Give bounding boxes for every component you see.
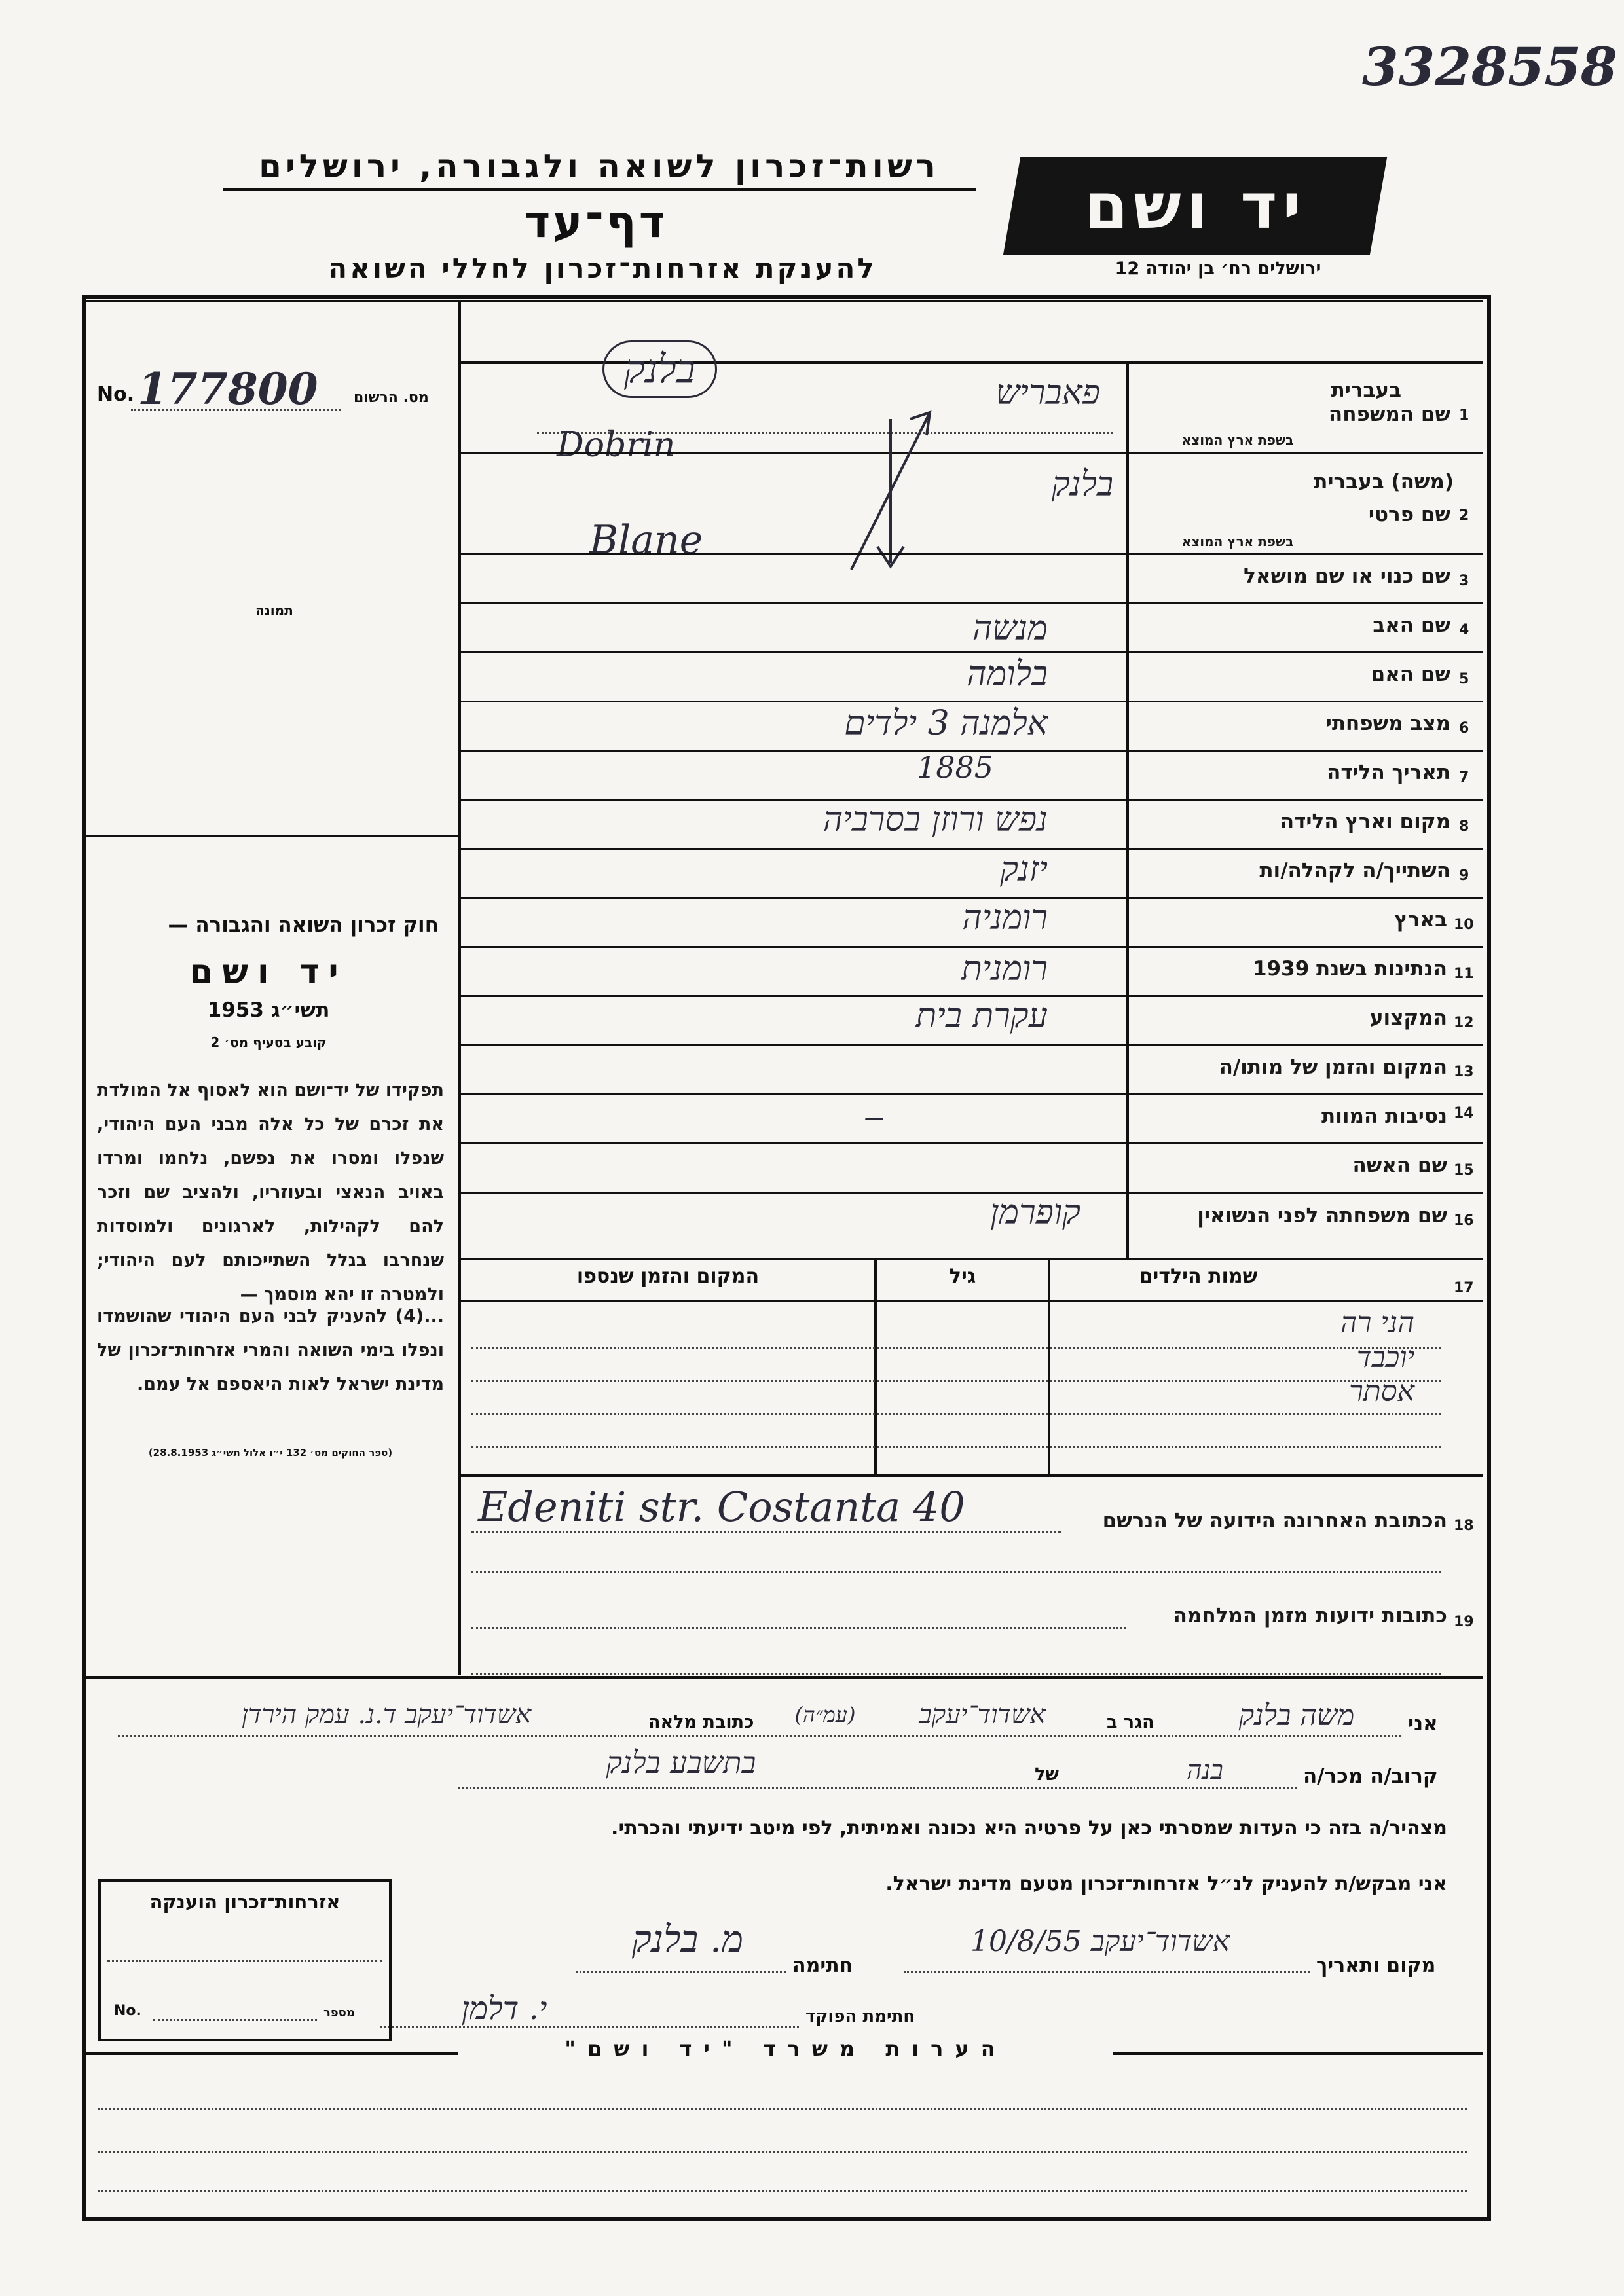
row-number-3: 3 <box>1459 573 1469 589</box>
decl-of: של <box>1035 1764 1059 1785</box>
label-birth-place: מקום וארץ הלידה <box>1280 810 1450 833</box>
value-first-name-hebrew: בלנק <box>1051 465 1113 504</box>
photo-label: תמונה <box>255 602 293 618</box>
decl-lives-in: הגר ב <box>1107 1712 1154 1732</box>
label-death-circumstances: נסיבות המוות <box>1321 1104 1447 1128</box>
signature-label: חתימה <box>792 1954 853 1977</box>
children-header-age: גיל <box>949 1265 976 1288</box>
decl-city-note: (עמ״ה) <box>794 1702 856 1727</box>
label-profession: המקצוע <box>1369 1006 1447 1030</box>
citizenship-granted-box <box>98 1879 392 2041</box>
registration-number: 177800 <box>138 363 318 414</box>
label-last-name: שם המשפחה <box>1328 403 1450 426</box>
logo-address: ירושלים רח׳ בן יהודה 12 <box>1115 259 1321 279</box>
officer-label: חתימת הפוקד <box>805 2007 915 2026</box>
decl-relation-label: קרוב/ה מכר/ה <box>1303 1764 1438 1788</box>
row-number-19: 19 <box>1454 1614 1474 1630</box>
children-header-names: שמות הילדים <box>1139 1265 1258 1288</box>
value-birth-date: 1885 <box>917 750 994 785</box>
row-number-14: 14 <box>1454 1105 1474 1121</box>
correction-arrow-icon <box>838 399 943 576</box>
value-last-address: Edeniti str. Costanta 40 <box>478 1483 965 1531</box>
label-wartime-address: כתובות ידועות מזמן המלחמה <box>1173 1604 1447 1628</box>
row-number-9: 9 <box>1459 867 1469 884</box>
decl-request: אני מבקש/ת להעניק לנ״ל אזרחות־זכרון מטעם מדינת ישראל. <box>885 1872 1447 1895</box>
yad-vashem-logo <box>1003 157 1387 255</box>
value-country: רומניה <box>962 898 1048 938</box>
value-nationality: רומנית <box>961 949 1048 989</box>
form-title: דף־עד <box>524 196 668 248</box>
row-number-13: 13 <box>1454 1064 1474 1080</box>
signature-value: מ. בלנק <box>631 1918 744 1961</box>
row-number-8: 8 <box>1459 818 1469 835</box>
row-number-1: 1 <box>1459 407 1469 424</box>
decl-full-address-label: כתובת מלאה <box>648 1712 754 1732</box>
citizenship-no-label: No. <box>114 2003 141 2019</box>
value-marital-status: אלמנה 3 ילדים <box>844 704 1048 743</box>
label-wife-name: שם האשה <box>1352 1154 1447 1177</box>
logo-text: יד ושם <box>1084 170 1306 243</box>
value-first-name-native: Blane <box>589 517 703 563</box>
child-name-2: יוכבד <box>1356 1341 1414 1374</box>
child-name-1: הני רה <box>1340 1306 1414 1339</box>
label-maiden-name: שם משפחתה לפני הנשואין <box>1197 1204 1447 1228</box>
value-mother-name: בלומה <box>967 655 1048 694</box>
label-alias: שם כנוי או שם מושאל <box>1244 564 1450 588</box>
value-father-name: מנשה <box>972 609 1048 648</box>
decl-full-address: אשדוד־יעקב ד.נ. עמק הירדן <box>241 1700 532 1730</box>
label-country: בארץ <box>1394 908 1447 932</box>
children-header-place: המקום והזמן שנספו <box>576 1265 760 1288</box>
label-last-name-sub: בשפת ארץ המוצא <box>1181 432 1294 448</box>
row-number-18: 18 <box>1454 1518 1474 1534</box>
row-number-12: 12 <box>1454 1015 1474 1031</box>
label-first-name-prefix: (משה) בעברית <box>1314 470 1454 494</box>
law-text-1: תפקידו של יד־ושם הוא לאסוף אל המולדת את זכרם של כל אלה מבני העם היהודי, שנפלו ומסרו את נפשם, נלחמו ומרדו באויב הנאצי ובעוזריו, ולהציב שם וזכר להם לקהילות, לארגונים ולמוסדות שנחרבו בגלל השתייכותם לעם היהודי; ולמטרה זו יהא מוסמך — <box>97 1080 444 1305</box>
value-last-name-annotation: בלנק <box>602 340 717 398</box>
label-first-name-sub: בשפת ארץ המוצא <box>1181 534 1294 549</box>
label-last-address: הכתובת האחרונה הידועה של הנרשם <box>1102 1509 1447 1533</box>
row-number-10: 10 <box>1454 917 1474 933</box>
registration-no-label: No. <box>97 383 135 406</box>
place-date-label: מקום ותאריך <box>1316 1954 1436 1977</box>
law-name: יד ושם <box>189 953 348 992</box>
authority-title: רשות־זכרון לשואה ולגבורה, ירושלים <box>223 147 976 191</box>
remarks-header: הערות משרד "יד ושם" <box>458 2036 1113 2061</box>
archive-number: 3328558 <box>1362 36 1617 98</box>
row-number-7: 7 <box>1459 769 1469 786</box>
place-date-value: אשדוד־יעקב 10/8/55 <box>970 1925 1230 1958</box>
label-nationality: הנתינות בשנת 1939 <box>1252 957 1447 981</box>
value-last-name-native: Dobrin <box>557 426 676 465</box>
decl-city: אשדוד־יעקב <box>919 1700 1046 1730</box>
decl-of-name: בתשבע בלנק <box>606 1745 756 1780</box>
decl-i: אני <box>1408 1712 1438 1736</box>
registration-label: מס. הרשום <box>354 390 429 406</box>
value-profession: עקרת בית <box>915 996 1048 1036</box>
law-clause: קובע בסעיף מס׳ 2 <box>210 1034 327 1050</box>
label-father-name: שם האב <box>1373 613 1450 637</box>
citizenship-box-title: אזרחות־זכרון הוענקה <box>149 1891 341 1913</box>
label-death-place-time: המקום והזמן של מותו/ה <box>1219 1055 1447 1079</box>
value-community: יזנק <box>1000 850 1048 889</box>
law-title: חוק זכרון השואה והגבורה — <box>168 913 439 937</box>
label-mother-name: שם האם <box>1371 663 1450 686</box>
label-last-name-prefix: בעברית <box>1331 378 1401 402</box>
value-last-name-hebrew: פאבריש <box>995 373 1100 412</box>
citizenship-number-label: מספר <box>323 2006 355 2020</box>
row-number-11: 11 <box>1454 966 1474 982</box>
officer-value: י. דלמן <box>461 1990 547 2027</box>
label-marital-status: מצב משפחתי <box>1325 712 1450 735</box>
row-number-17: 17 <box>1454 1280 1474 1296</box>
row-number-2: 2 <box>1459 507 1469 524</box>
row-number-4: 4 <box>1459 622 1469 638</box>
value-birth-place: נפש ורוזן בסרביה <box>822 800 1048 839</box>
value-death-circumstances: — <box>864 1106 884 1129</box>
label-birth-date: תאריך הלידה <box>1327 761 1450 784</box>
row-number-5: 5 <box>1459 671 1469 687</box>
value-maiden-name: קופרמן <box>990 1193 1080 1232</box>
row-number-16: 16 <box>1454 1212 1474 1229</box>
row-number-6: 6 <box>1459 720 1469 737</box>
law-text-2: ...(4) להעניק לבני העם היהודי שהושמדו ונפלו בימי השואה והמרי אזרחות־זכרון של מדינת ישראל לאות היאספם אל עמם. <box>97 1306 444 1394</box>
law-source: (ספר החוקים מס׳ 132 י״ו אלול תשי״ג 28.8.1953) <box>148 1447 393 1459</box>
form-purpose: להענקת אזרחות־זכרון לחללי השואה <box>328 252 877 284</box>
label-community: השתייך/ה לקהלה/ות <box>1259 859 1450 883</box>
label-first-name: שם פרטי <box>1368 503 1450 526</box>
decl-statement: מצהיר/ה בזה כי העדות שמסרתי כאן על פרטיה היא נכונה ואמיתית, לפי מיטב ידיעתי והכרתי. <box>611 1817 1447 1840</box>
decl-relation: בנה <box>1187 1755 1223 1785</box>
row-number-15: 15 <box>1454 1162 1474 1178</box>
child-name-3: אסתר <box>1349 1375 1414 1408</box>
law-year: תשי״ג 1953 <box>207 998 330 1022</box>
decl-name: משה בלנק <box>1238 1699 1355 1732</box>
